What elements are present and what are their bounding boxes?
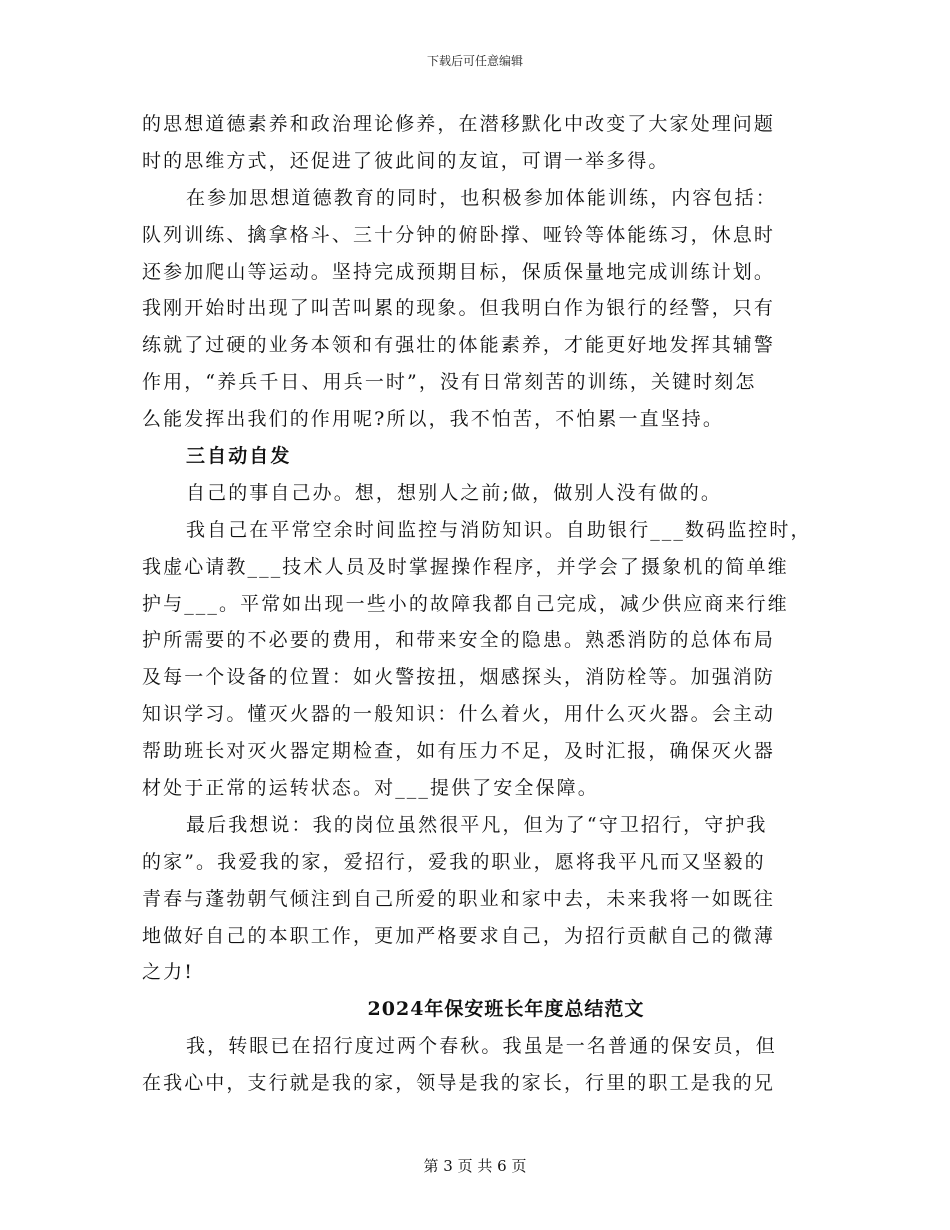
text-line: 青春与蓬勃朝气倾注到自己所爱的职业和家中去，未来我将一如既往	[142, 887, 776, 910]
section-title: 2024年保安班长年度总结范文	[367, 998, 645, 1021]
text-line: 作用，“养兵千日、用兵一时”，没有日常刻苦的训练，关键时刻怎	[142, 371, 757, 394]
text-line: 之力!	[142, 961, 194, 984]
text-line: 的思想道德素养和政治理论修养，在潜移默化中改变了大家处理问题	[142, 113, 776, 135]
page-header: 下载后可任意编辑	[426, 54, 523, 68]
text-line: 自己的事自己办。想，想别人之前;做，做别人没有做的。	[186, 481, 723, 504]
text-line: 我虚心请教___技术人员及时掌握操作程序，并学会了摄象机的简单维	[142, 555, 789, 578]
text-line: 帮助班长对灭火器定期检查，如有压力不足，及时汇报，确保灭火器	[142, 740, 776, 763]
text-line: 及每一个设备的位置：如火警按扭，烟感探头，消防栓等。加强消防	[142, 666, 776, 689]
document-body	[142, 106, 830, 1102]
text-line: 练就了过硬的业务本领和有强壮的体能素养，才能更好地发挥其辅警	[142, 334, 776, 357]
text-line: 知识学习。懂灭火器的一般知识：什么着火，用什么灭火器。会主动	[142, 703, 776, 726]
section-heading: 三自动自发	[186, 445, 292, 468]
text-line: 我刚开始时出现了叫苦叫累的现象。但我明白作为银行的经警，只有	[142, 297, 776, 320]
text-line: 地做好自己的本职工作，更加严格要求自己，为招行贡献自己的微薄	[142, 924, 776, 947]
text-line: 我自己在平常空余时间监控与消防知识。自助银行___数码监控时，	[186, 518, 812, 541]
text-line: 还参加爬山等运动。坚持完成预期目标，保质保量地完成训练计划。	[142, 260, 776, 283]
text-line: 护与___。平常如出现一些小的故障我都自己完成，减少供应商来行维	[142, 592, 789, 615]
text-line: 最后我想说：我的岗位虽然很平凡，但为了“守卫招行，守护我	[186, 813, 768, 836]
text-line: 护所需要的不必要的费用，和带来安全的隐患。熟悉消防的总体布局	[142, 629, 776, 652]
text-line: 时的思维方式，还促进了彼此间的友谊，可谓一举多得。	[142, 149, 670, 172]
text-line: 在我心中，支行就是我的家，领导是我的家长，行里的职工是我的兄	[142, 1072, 776, 1095]
text-line: 的家”。我爱我的家，爱招行，爱我的职业，愿将我平凡而又坚毅的	[142, 850, 766, 873]
text-line: 队列训练、擒拿格斗、三十分钟的俯卧撑、哑铃等体能练习，休息时	[142, 223, 776, 246]
text-line: 在参加思想道德教育的同时，也积极参加体能训练，内容包括：	[186, 186, 777, 209]
text-line: 我，转眼已在招行度过两个春秋。我虽是一名普通的保安员，但	[186, 1035, 777, 1058]
page-number-footer: 第 3 页 共 6 页	[423, 1157, 527, 1175]
text-line: 么能发挥出我们的作用呢?所以，我不怕苦，不怕累一直坚持。	[142, 408, 724, 431]
text-line: 材处于正常的运转状态。对___提供了安全保障。	[142, 777, 599, 800]
